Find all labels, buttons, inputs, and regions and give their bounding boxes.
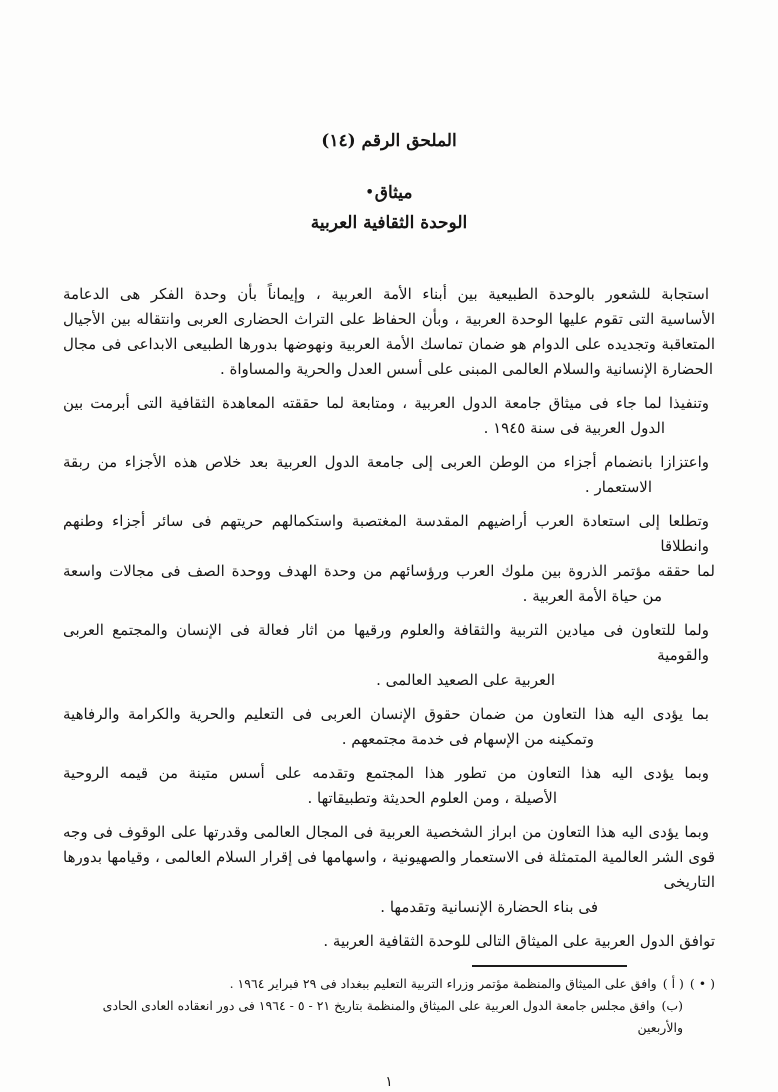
paragraph <box>63 761 715 811</box>
paragraph-line: وتنفيذا لما جاء فى ميثاق جامعة الدول العربية ، ومتابعة لما حققته المعاهدة الثقافية التى أبرمت بين <box>63 394 709 412</box>
footnote-line <box>63 973 715 995</box>
paragraph-line: المتعاقبة وتجديده على الدوام هو ضمان تماسك الأمة العربية ونهوضها بدورها الطبيعى الابداعى فى مجال <box>63 335 715 353</box>
paragraph-line: وبما يؤدى اليه هذا التعاون من ابراز الشخصية العربية فى المجال العالمى وقدرتها على الوقوف فى وجه <box>63 823 709 841</box>
footnote-line <box>63 995 715 1039</box>
paragraph <box>63 618 715 693</box>
paragraph-line: بما يؤدى اليه هذا التعاون من ضمان حقوق الإنسان العربى فى التعليم والحرية والكرامة والرفاهية <box>63 705 709 723</box>
paragraph-line: من حياة الأمة العربية . <box>522 587 662 605</box>
paragraph-line: وتمكينه من الإسهام فى خدمة مجتمعهم . <box>341 730 594 748</box>
paragraph-line: ولما للتعاون فى ميادين التربية والثقافة والعلوم ورقيها من اثار فعالة فى الإنسان والمجتمع العربى والقومية <box>63 621 709 664</box>
charter-title: الوحدة الثقافية العربية <box>310 213 468 233</box>
paragraph-line: الأساسية التى تقوم عليها الوحدة العربية ، وبأن الحفاظ على التراث الحضارى العربى وانتقاله بين الأجيال <box>63 310 715 328</box>
paragraph <box>63 702 715 752</box>
paragraph-line: واعتزازا بانضمام أجزاء من الوطن العربى إلى جامعة الدول العربية بعد خلاص هذه الأجزاء من ربقة <box>63 453 709 471</box>
paragraph-line: الدول العربية فى سنة ١٩٤٥ . <box>483 419 665 437</box>
paragraph-line: وبما يؤدى اليه هذا التعاون من تطور هذا المجتمع وتقدمه على أسس متينة من قيمه الروحية <box>63 764 709 782</box>
paragraph-line: لما حققه مؤتمر الذروة بين ملوك العرب ورؤسائهم من وحدة الهدف ووحدة الصف فى مجالات واسعة <box>63 562 715 580</box>
closing-line: توافق الدول العربية على الميثاق التالى للوحدة الثقافية العربية . <box>323 932 715 950</box>
page-number: ١ <box>385 1074 393 1090</box>
footnote-label-b: (ب) <box>661 998 683 1013</box>
paragraph <box>63 391 715 441</box>
footnote-label-a: ( أ ) <box>662 976 684 991</box>
footnote-separator-rule <box>472 965 627 967</box>
body-paragraphs <box>63 282 715 920</box>
paragraph <box>63 820 715 920</box>
footnote-text: وافق على الميثاق والمنظمة مؤتمر وزراء التربية التعليم ببغداد فى ٢٩ فبراير ١٩٦٤ . <box>229 976 657 991</box>
paragraph-line: الحضارة الإنسانية والسلام العالمى المبنى على أسس العدل والحرية والمساواة . <box>219 360 713 378</box>
footnotes <box>63 973 715 1039</box>
footnote-star-mark: • <box>365 185 374 200</box>
paragraph-line: قوى الشر العالمية المتمثلة فى الاستعمار والصهيونية ، واسهامها فى إقرار السلام العالمى ، وقيامها بدورها التاريخى <box>63 848 715 891</box>
footnote-text: وافق مجلس جامعة الدول العربية على الميثاق والمنظمة بتاريخ ٢١ - ٥ - ١٩٦٤ فى دور انعقاده العادى الحادى والأربعين <box>102 998 683 1035</box>
appendix-title: الملحق الرقم (١٤) <box>321 131 457 151</box>
paragraph <box>63 450 715 500</box>
paragraph-line: الأصيلة ، ومن العلوم الحديثة وتطبيقاتها . <box>307 789 557 807</box>
charter-subtitle <box>63 182 715 204</box>
paragraph-line: الاستعمار . <box>584 478 652 496</box>
paragraph-line: فى بناء الحضارة الإنسانية وتقدمها . <box>380 898 598 916</box>
paragraph-line: العربية على الصعيد العالمى . <box>376 671 555 689</box>
charter-word: ميثاق <box>374 183 413 203</box>
paragraph-line: استجابة للشعور بالوحدة الطبيعية بين أبناء الأمة العربية ، وإيماناً بأن وحدة الفكر هى الدعامة <box>63 285 709 303</box>
footnote-marker: ( • ) <box>689 976 715 991</box>
paragraph <box>63 282 715 382</box>
paragraph-line: وتطلعا إلى استعادة العرب أراضيهم المقدسة المغتصبة واستكمالهم حريتهم فى سائر أجزاء وطنهم وانطلاقا <box>63 512 709 555</box>
paragraph <box>63 509 715 609</box>
